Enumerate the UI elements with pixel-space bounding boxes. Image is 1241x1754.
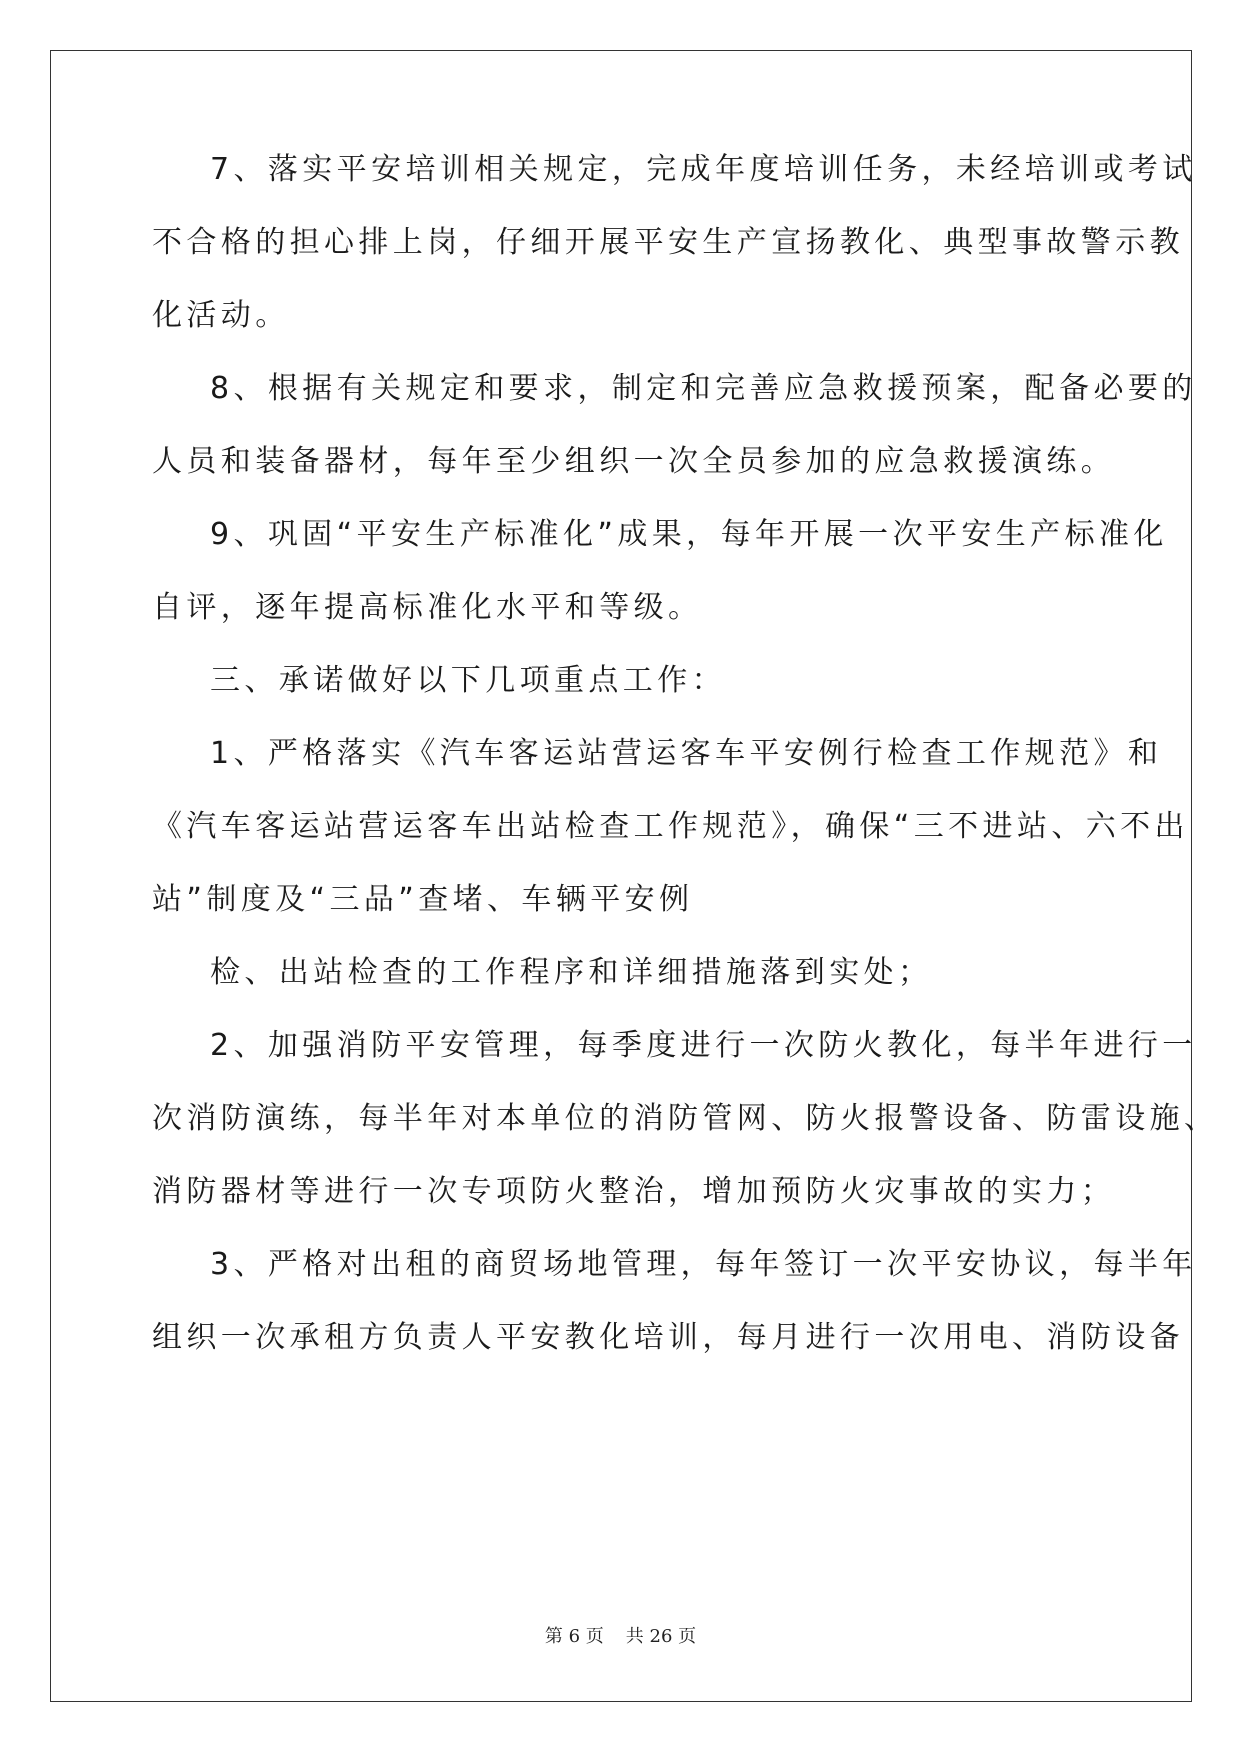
paragraph-line: 组织一次承租方负责人平安教化培训，每月进行一次用电、消防设备 xyxy=(152,1320,1184,1355)
paragraph-line: 2、加强消防平安管理，每季度进行一次防火教化，每半年进行一 xyxy=(210,1028,1197,1063)
paragraph-line: 化活动。 xyxy=(152,298,290,333)
paragraph-line: 7、落实平安培训相关规定，完成年度培训任务，未经培训或考试 xyxy=(210,152,1197,187)
section-heading: 三、承诺做好以下几项重点工作： xyxy=(210,663,726,698)
page-total: 共 26 页 xyxy=(625,1626,697,1647)
paragraph-line: 《汽车客运站营运客车出站检查工作规范》，确保“三不进站、六不出 xyxy=(152,809,1189,844)
paragraph-line: 1、严格落实《汽车客运站营运客车平安例行检查工作规范》和 xyxy=(210,736,1163,771)
paragraph-line: 8、根据有关规定和要求，制定和完善应急救援预案，配备必要的 xyxy=(210,371,1197,406)
page-number: 第 6 页 xyxy=(544,1626,604,1647)
paragraph-line: 不合格的担心排上岗，仔细开展平安生产宣扬教化、典型事故警示教 xyxy=(152,225,1184,260)
paragraph-line: 检、出站检查的工作程序和详细措施落到实处； xyxy=(210,955,933,990)
page-footer xyxy=(0,1622,1241,1648)
paragraph-line: 3、严格对出租的商贸场地管理，每年签订一次平安协议，每半年 xyxy=(210,1247,1197,1282)
paragraph-line: 次消防演练，每半年对本单位的消防管网、防火报警设备、防雷设施、 xyxy=(152,1101,1219,1136)
paragraph-line: 消防器材等进行一次专项防火整治，增加预防火灾事故的实力； xyxy=(152,1174,1116,1209)
paragraph-line: 9、巩固“平安生产标准化”成果，每年开展一次平安生产标准化 xyxy=(210,517,1168,552)
paragraph-line: 自评，逐年提高标准化水平和等级。 xyxy=(152,590,703,625)
paragraph-line: 站”制度及“三品”查堵、车辆平安例 xyxy=(152,882,694,917)
paragraph-line: 人员和装备器材，每年至少组织一次全员参加的应急救援演练。 xyxy=(152,444,1116,479)
